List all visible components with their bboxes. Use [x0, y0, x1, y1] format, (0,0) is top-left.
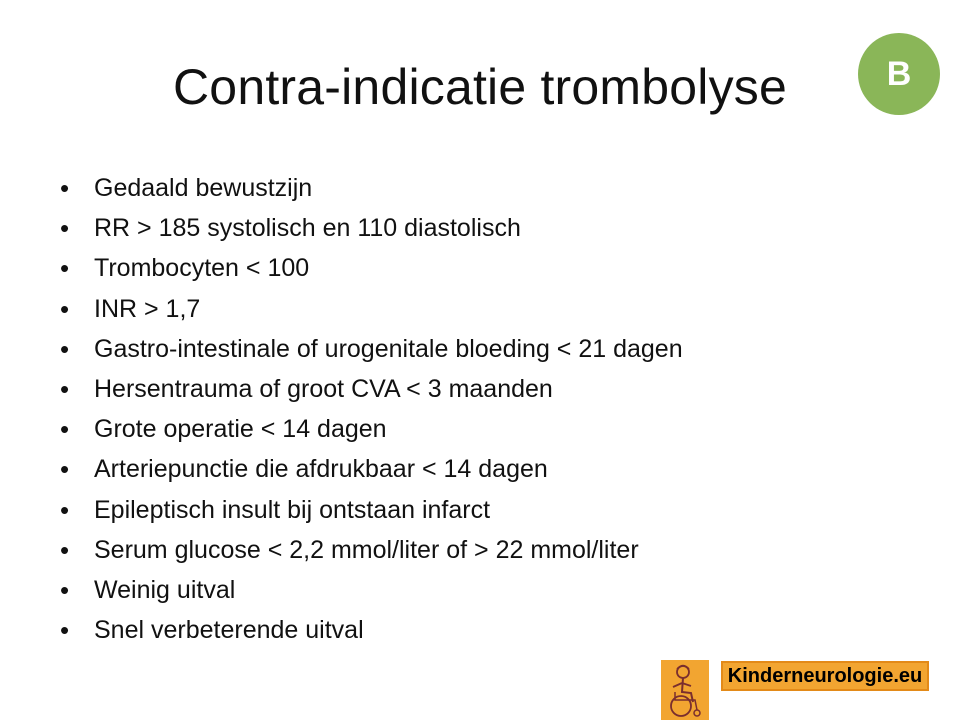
list-item: • Epileptisch insult bij ontstaan infarct	[60, 490, 900, 530]
list-item: • Gedaald bewustzijn	[60, 168, 900, 208]
list-item: • Arteriepunctie die afdrukbaar < 14 dagen	[60, 449, 900, 489]
list-item: • Weinig uitval	[60, 570, 900, 610]
list-item: • Gastro-intestinale of urogenitale bloeding < 21 dagen	[60, 329, 900, 369]
section-badge	[858, 33, 940, 115]
list-item: • Serum glucose < 2,2 mmol/liter of > 22 mmol/liter	[60, 530, 900, 570]
slide-title: Contra-indicatie trombolyse	[173, 59, 787, 115]
list-item: • Trombocyten < 100	[60, 248, 900, 288]
logo-text: Kinderneurologie.eu	[721, 661, 929, 691]
list-item: • Snel verbeterende uitval	[60, 610, 900, 650]
kinderneurologie-logo	[661, 660, 931, 720]
list-item: • Hersentrauma of groot CVA < 3 maanden	[60, 369, 900, 409]
section-badge-label: B	[886, 54, 912, 93]
list-item: • INR > 1,7	[60, 289, 900, 329]
list-item: • RR > 185 systolisch en 110 diastolisch	[60, 208, 900, 248]
child-wheelchair-logo-icon	[661, 660, 709, 720]
list-item: • Grote operatie < 14 dagen	[60, 409, 900, 449]
bullet-list	[60, 168, 900, 650]
